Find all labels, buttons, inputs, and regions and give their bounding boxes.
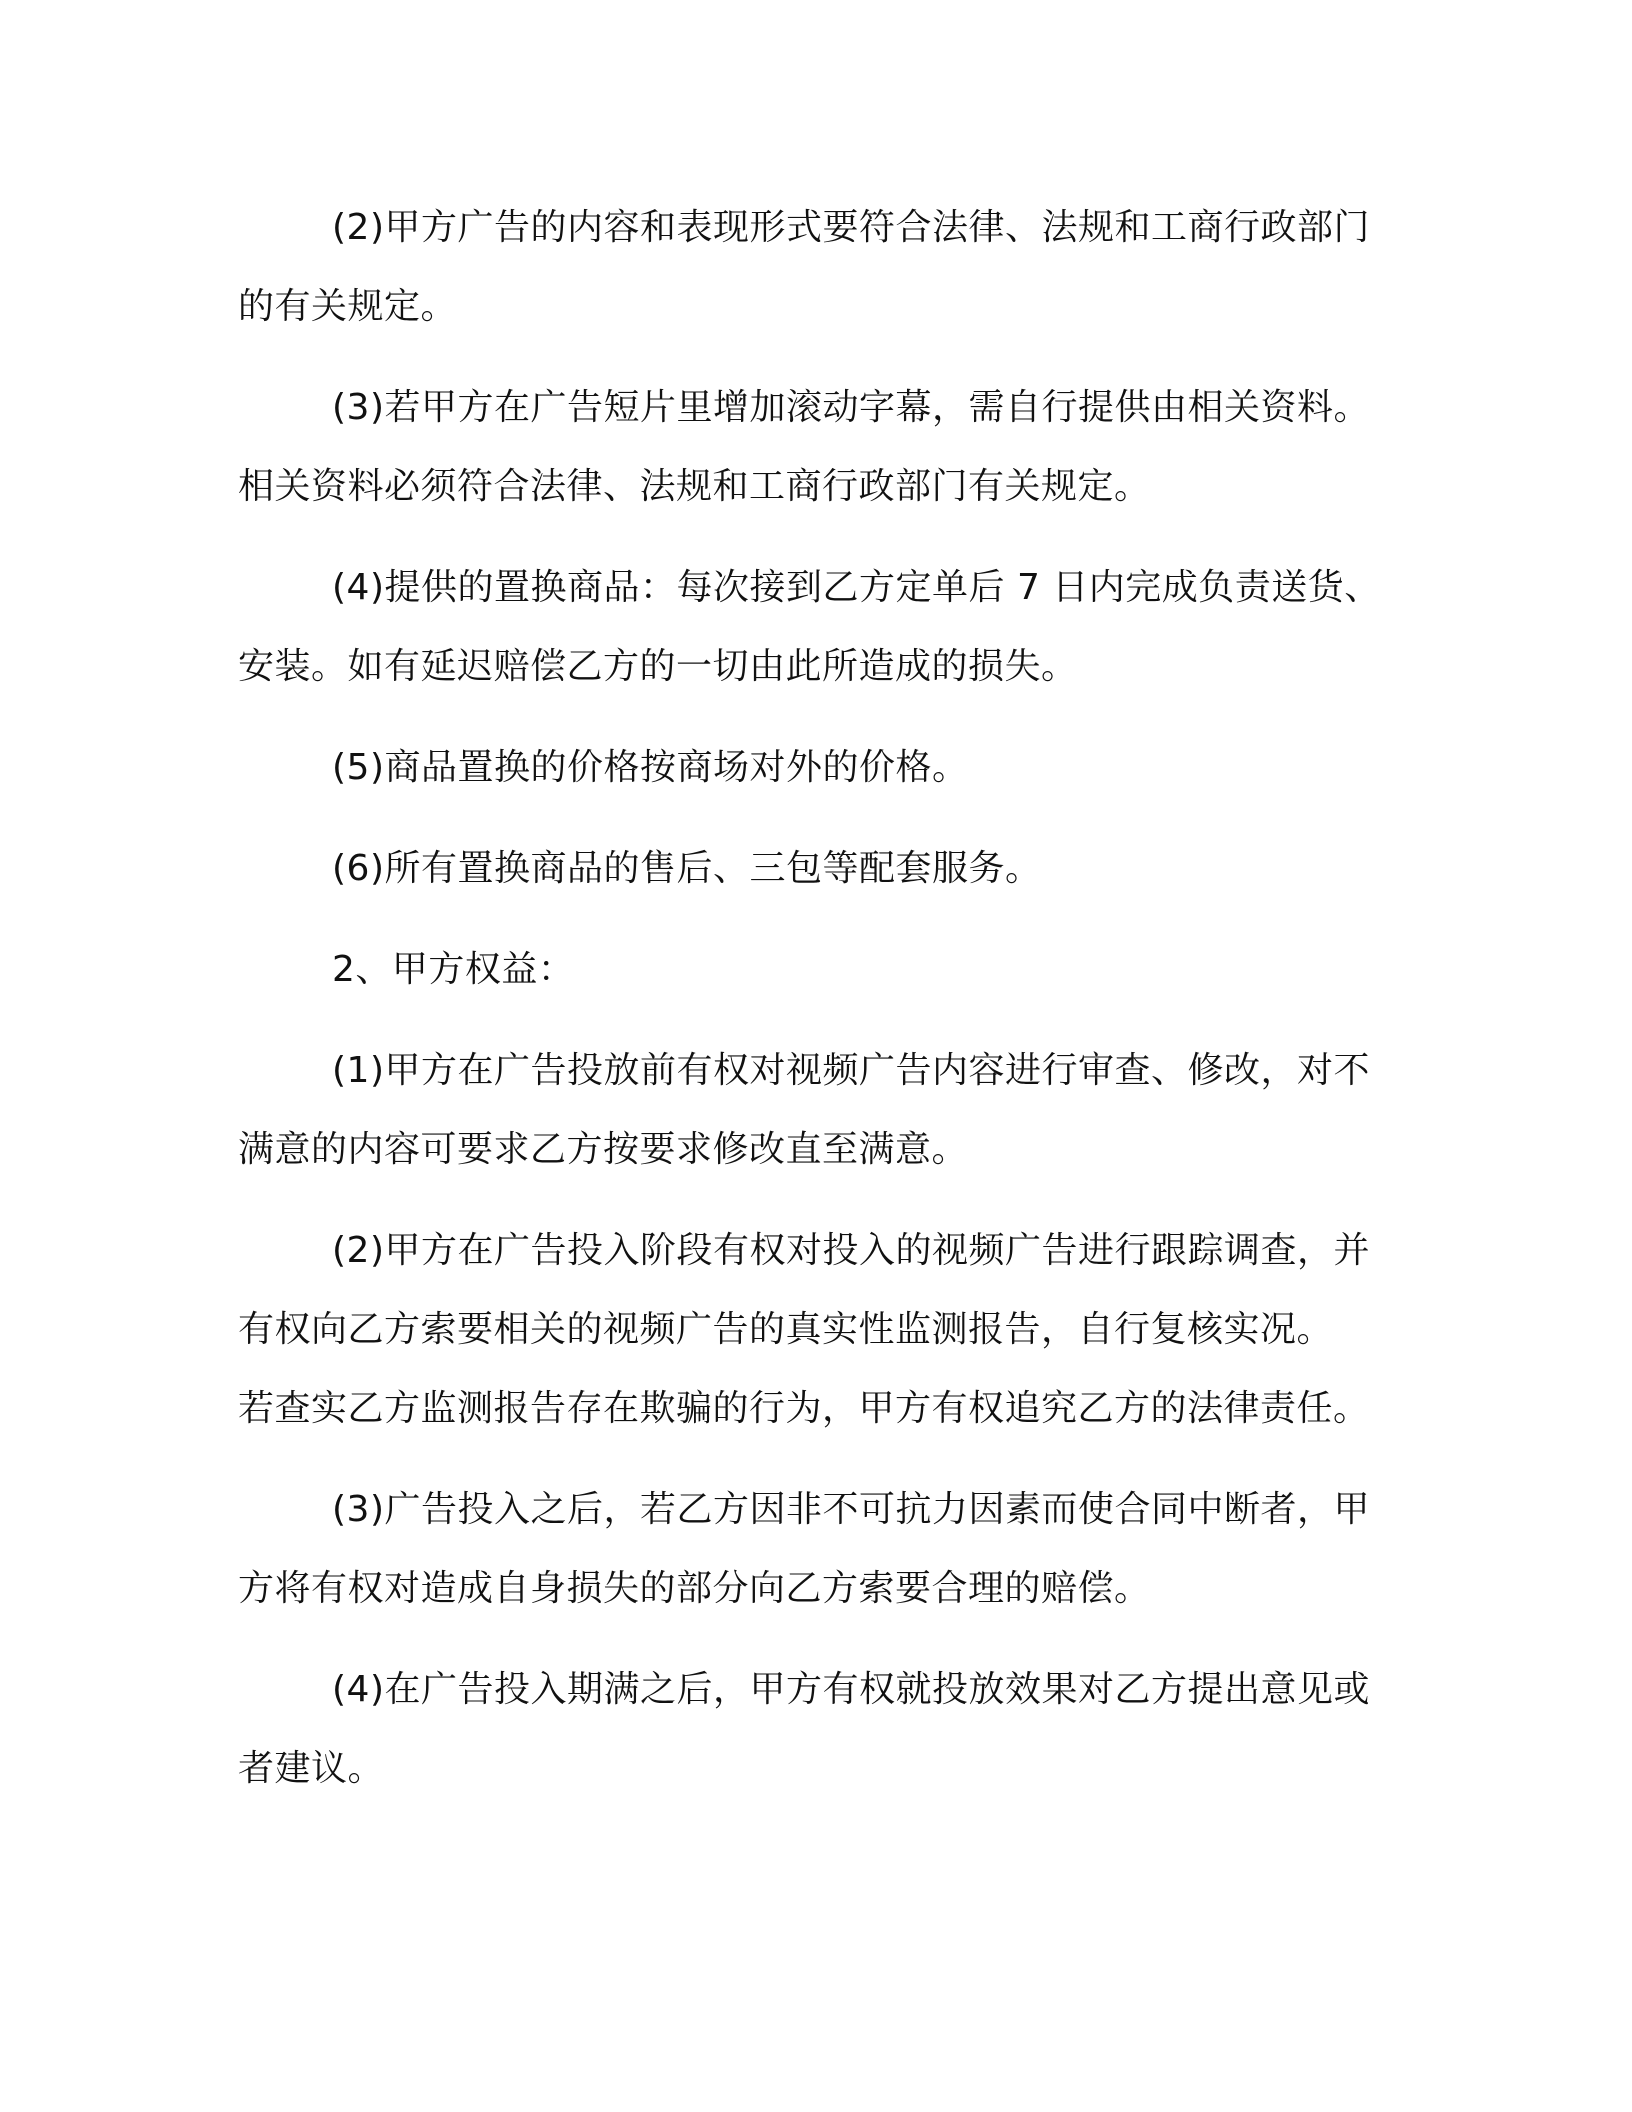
paragraph-tracking-rights [238,1211,1388,1448]
text-line: 满意的内容可要求乙方按要求修改直至满意。 [238,1129,969,1170]
document-body [238,188,1388,1830]
paragraph-feedback-rights [238,1650,1388,1808]
text-line: 有权向乙方索要相关的视频广告的真实性监测报告，自行复核实况。 [238,1309,1334,1350]
text-line: (3)广告投入之后，若乙方因非不可抗力因素而使合同中断者，甲 [332,1489,1370,1530]
text-line: (6)所有置换商品的售后、三包等配套服务。 [332,848,1042,889]
text-line: (2)甲方在广告投入阶段有权对投入的视频广告进行跟踪调查，并 [332,1230,1370,1271]
text-line: 方将有权对造成自身损失的部分向乙方索要合理的赔偿。 [238,1568,1151,1609]
text-line: 的有关规定。 [238,286,458,327]
paragraph-party-a-ad-compliance [238,188,1388,346]
text-line: (1)甲方在广告投放前有权对视频广告内容进行审查、修改，对不 [332,1050,1370,1091]
paragraph-scrolling-subtitles [238,368,1388,526]
text-line: 若查实乙方监测报告存在欺骗的行为，甲方有权追究乙方的法律责任。 [238,1388,1370,1429]
text-line: (5)商品置换的价格按商场对外的价格。 [332,747,969,788]
paragraph-exchange-price [238,728,1388,807]
paragraph-exchange-goods [238,548,1388,706]
paragraph-compensation-rights [238,1470,1388,1628]
text-line: (4)提供的置换商品：每次接到乙方定单后 7 日内完成负责送货、 [332,567,1381,608]
text-line: 安装。如有延迟赔偿乙方的一切由此所造成的损失。 [238,646,1078,687]
text-line: (3)若甲方在广告短片里增加滚动字幕，需自行提供由相关资料。 [332,387,1370,428]
text-line: 者建议。 [238,1748,385,1789]
text-line: (4)在广告投入期满之后，甲方有权就投放效果对乙方提出意见或 [332,1669,1370,1710]
text-line: 2、甲方权益： [332,949,575,990]
section-heading-party-a-rights [238,930,1388,1009]
text-line: 相关资料必须符合法律、法规和工商行政部门有关规定。 [238,466,1151,507]
text-line: (2)甲方广告的内容和表现形式要符合法律、法规和工商行政部门 [332,207,1370,248]
paragraph-after-sales [238,829,1388,908]
paragraph-review-rights [238,1031,1388,1189]
